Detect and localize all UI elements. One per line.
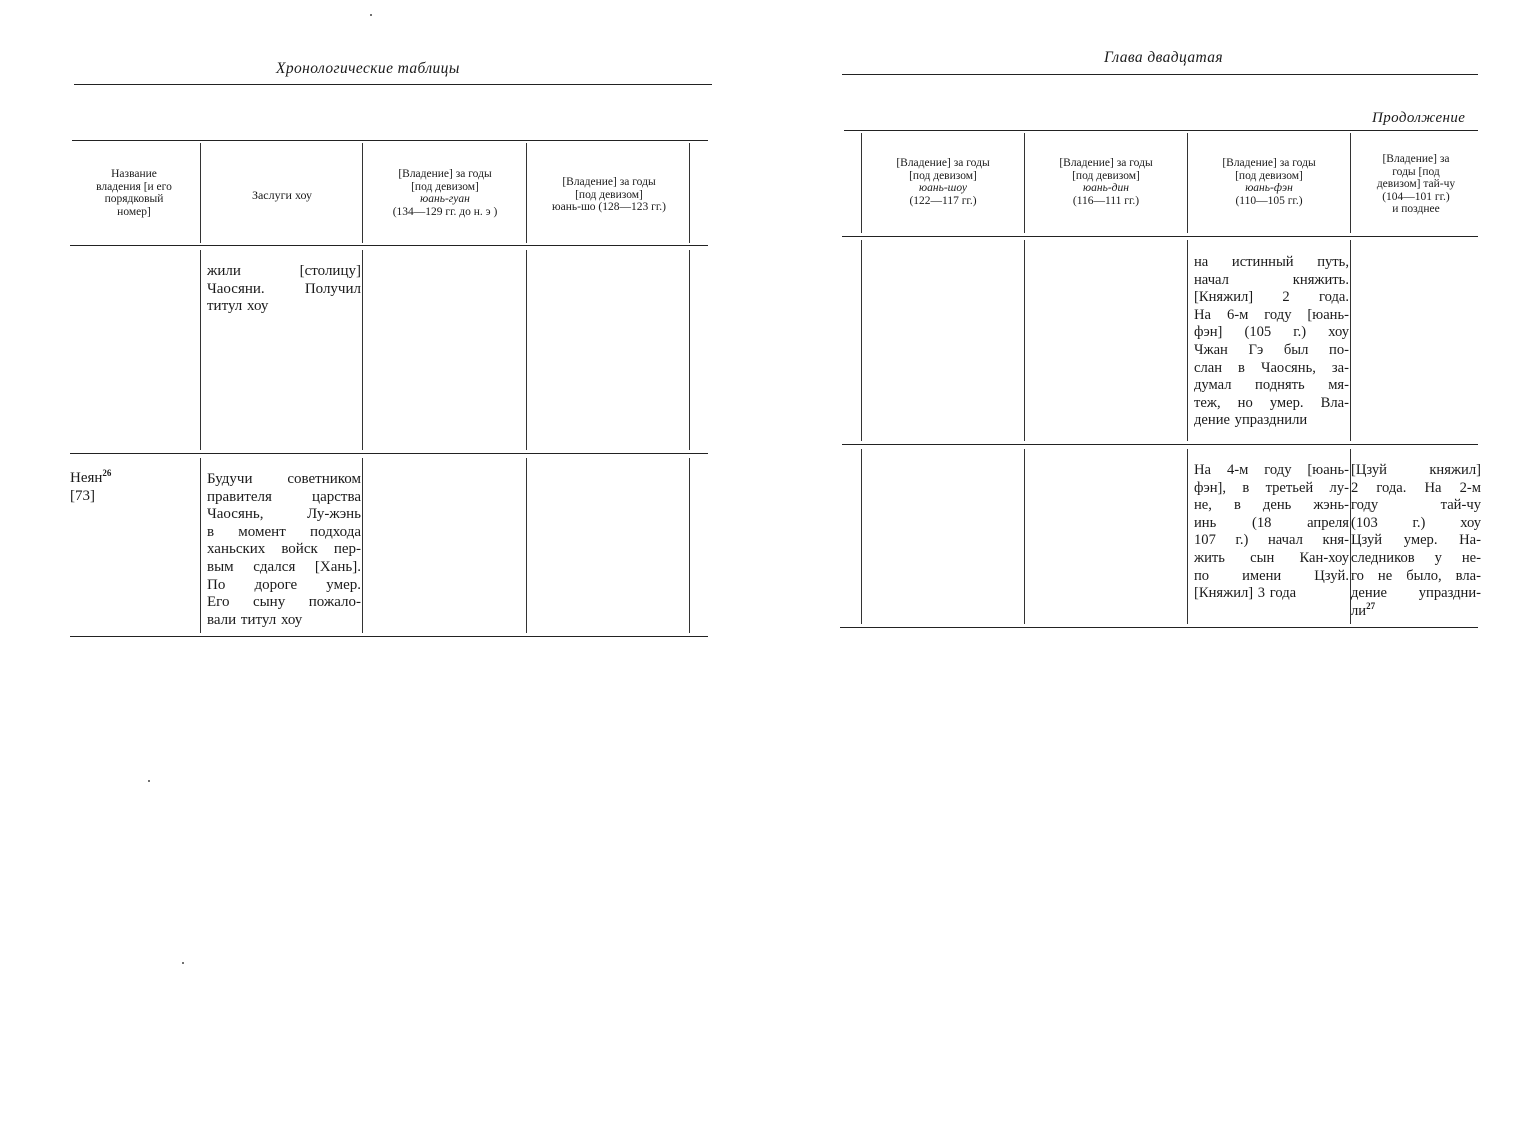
- header-yuan-ding: [Владение] за годы [под девизом] юань-дин (116—111 гг.): [1059, 157, 1153, 207]
- column-divider: [1187, 449, 1188, 624]
- column-divider: [526, 250, 527, 450]
- column-divider: [200, 143, 201, 243]
- head-rule-left: [74, 84, 712, 85]
- column-divider: [200, 458, 201, 633]
- column-divider: [1187, 240, 1188, 441]
- column-divider: [861, 133, 862, 233]
- print-speck: [370, 14, 372, 16]
- column-divider: [1024, 449, 1025, 624]
- running-head-right: Глава двадцатая: [1104, 49, 1224, 66]
- print-speck: [182, 962, 184, 964]
- row-divider: [70, 453, 708, 454]
- column-divider: [526, 143, 527, 243]
- column-divider: [1350, 133, 1351, 233]
- header-yuan-feng: [Владение] за годы [под девизом] юань-фэн (110—105 гг.): [1222, 157, 1316, 207]
- column-divider: [689, 458, 690, 633]
- row2-yuan-feng-text: На 4-м году [юань- фэн], в третьей лу- не, в день жэнь- инь (18 апреля 107 г.) начал кня- жить сын Кан-хоу по имени Цзуй. [Княжил] 3 года: [1194, 462, 1349, 602]
- header-yuan-guang: [Владение] за годы [под девизом] юань-гуан (134—129 гг. до н. э ): [392, 168, 498, 218]
- column-divider: [1350, 240, 1351, 441]
- continuation-label: Продолжение: [1372, 110, 1466, 126]
- table-top-rule: [72, 140, 708, 141]
- head-rule-right: [842, 74, 1478, 75]
- row2-merits: Будучи советником правителя царства Чаосянь, Лу-жэнь в момент подхода ханьских войск пер- вым сдался [Хань]. По дороге умер. Его сыну пожало- вали титул хоу: [207, 471, 361, 628]
- row2-tai-chu-text: [Цзуй княжил] 2 года. На 2-м году тай-чу (103 г.) хоу Цзуй умер. На- следников у не- го не было, вла- дение упраздни- $ли^{27}$: [1351, 462, 1481, 619]
- header-realm-name: Название владения [и его порядковый номер]: [96, 168, 172, 218]
- row1-merits: жили [столицу] Чаосяни. Получил титул хоу: [207, 263, 361, 315]
- footnote-marker: 27: [1366, 600, 1376, 611]
- header-bottom-rule: [70, 245, 708, 246]
- row-divider: [842, 444, 1478, 445]
- row1-yuan-feng-text: на истинный путь, начал княжить. [Княжил] 2 года. На 6-м году [юань- фэн] (105 г.) хоу Чжан Гэ был по- слан в Чаосянь, за- думал поднять мя- теж, но умер. Вла- дение упразднили: [1194, 254, 1349, 429]
- table-bottom-rule: [70, 636, 708, 637]
- header-tai-chu: [Владение] за годы [под девизом] тай-чу (104—101 гг.) и позднее: [1376, 153, 1456, 215]
- table-bottom-rule: [840, 627, 1478, 628]
- running-head-left: Хронологические таблицы: [276, 60, 460, 77]
- column-divider: [200, 250, 201, 450]
- column-divider: [1187, 133, 1188, 233]
- right-page: [764, 0, 1528, 1146]
- column-divider: [362, 458, 363, 633]
- column-divider: [1024, 133, 1025, 233]
- header-bottom-rule: [842, 236, 1478, 237]
- table-top-rule: [844, 130, 1478, 131]
- header-merits: Заслуги хоу: [251, 188, 313, 202]
- column-divider: [689, 143, 690, 243]
- header-yuan-shou: [Владение] за годы [под девизом] юань-шоу (122—117 гг.): [896, 157, 990, 207]
- column-divider: [1024, 240, 1025, 441]
- row2-realm-name: Неян$^{26}$ [73]: [70, 468, 112, 504]
- column-divider: [861, 449, 862, 624]
- column-divider: [362, 143, 363, 243]
- column-divider: [689, 250, 690, 450]
- column-divider: [362, 250, 363, 450]
- footnote-marker: 26: [102, 468, 112, 478]
- column-divider: [861, 240, 862, 441]
- header-yuan-shuo: [Владение] за годы [под девизом] юань-шо (128—123 гг.): [552, 176, 666, 213]
- column-divider: [526, 458, 527, 633]
- print-speck: [148, 780, 150, 782]
